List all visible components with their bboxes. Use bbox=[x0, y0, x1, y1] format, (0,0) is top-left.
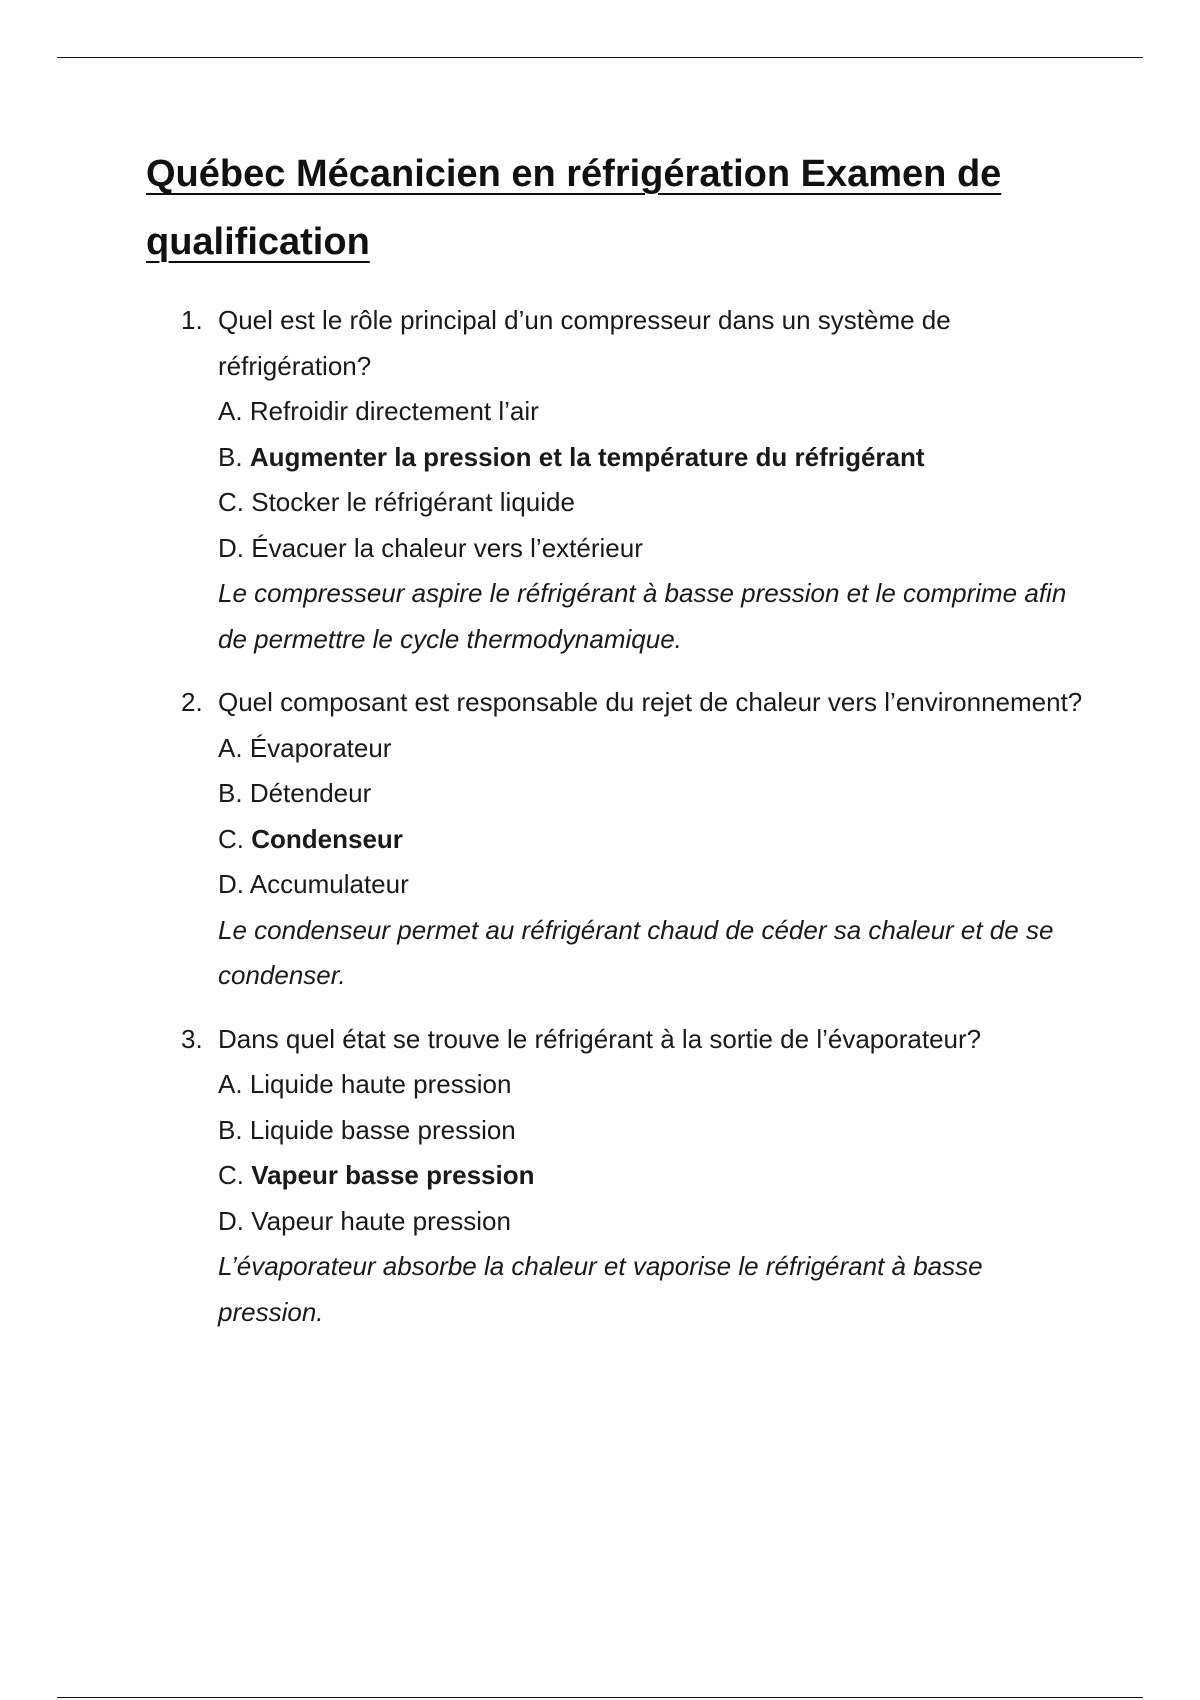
option-letter: D. bbox=[218, 532, 244, 563]
option-d bbox=[218, 526, 1090, 572]
option-c bbox=[218, 817, 1090, 863]
option-letter: D. bbox=[218, 1205, 244, 1236]
question-number: 3. bbox=[181, 1023, 203, 1054]
top-rule bbox=[57, 57, 1143, 58]
option-text: Liquide haute pression bbox=[249, 1069, 512, 1099]
explanation-text: Le compresseur aspire le réfrigérant à basse pression et le comprime afin de permettre le cycle thermodynamique. bbox=[218, 578, 1067, 654]
question-text: Dans quel état se trouve le réfrigérant à la sortie de l’évaporateur? bbox=[218, 1023, 982, 1054]
option-letter: C. bbox=[218, 823, 244, 854]
option-c bbox=[218, 1153, 1090, 1199]
bottom-rule bbox=[57, 1697, 1143, 1698]
option-letter: A. bbox=[218, 1069, 243, 1099]
option-a bbox=[218, 389, 1090, 435]
question-text: Quel composant est responsable du rejet de chaleur vers l’environnement? bbox=[218, 687, 1083, 717]
question-1 bbox=[0, 298, 1200, 662]
option-letter: D. bbox=[218, 869, 244, 899]
option-c bbox=[218, 480, 1090, 526]
question-2 bbox=[0, 680, 1200, 999]
question-number: 2. bbox=[181, 687, 203, 717]
option-letter: A. bbox=[218, 396, 243, 426]
option-a bbox=[218, 1062, 1090, 1108]
option-text: Liquide basse pression bbox=[249, 1114, 516, 1145]
option-d bbox=[218, 862, 1090, 908]
option-letter: C. bbox=[218, 487, 244, 517]
correct-answer-text: Vapeur basse pression bbox=[251, 1160, 535, 1190]
option-letter: B. bbox=[218, 441, 243, 472]
option-text: Accumulateur bbox=[249, 869, 409, 899]
correct-answer-text: Condenseur bbox=[251, 823, 403, 854]
option-b bbox=[218, 435, 1090, 481]
option-b bbox=[218, 771, 1090, 817]
page-title bbox=[146, 140, 1066, 276]
option-text: Vapeur haute pression bbox=[251, 1205, 511, 1236]
question-text: Quel est le rôle principal d’un compresseur dans un système de réfrigération? bbox=[218, 305, 951, 381]
option-text: Stocker le réfrigérant liquide bbox=[251, 487, 575, 517]
correct-answer-text: Augmenter la pression et la température du réfrigérant bbox=[249, 441, 925, 472]
question-list bbox=[0, 298, 1200, 1353]
option-letter: B. bbox=[218, 1114, 243, 1145]
question-3 bbox=[0, 1017, 1200, 1336]
option-letter: B. bbox=[218, 778, 243, 808]
page-title-text: Québec Mécanicien en réfrigération Examen de qualification bbox=[146, 153, 1002, 263]
option-text: Refroidir directement l’air bbox=[249, 396, 539, 426]
option-letter: C. bbox=[218, 1160, 244, 1190]
option-letter: A. bbox=[218, 732, 243, 763]
option-text: Détendeur bbox=[249, 778, 372, 808]
option-b bbox=[218, 1108, 1090, 1154]
option-text: Évaporateur bbox=[249, 732, 392, 763]
explanation-text: L’évaporateur absorbe la chaleur et vaporise le réfrigérant à basse pression. bbox=[218, 1251, 983, 1327]
option-a bbox=[218, 726, 1090, 772]
explanation-text: Le condenseur permet au réfrigérant chaud de céder sa chaleur et de se condenser. bbox=[218, 914, 1054, 990]
option-text: Évacuer la chaleur vers l’extérieur bbox=[251, 532, 643, 563]
question-number: 1. bbox=[181, 305, 203, 335]
option-d bbox=[218, 1199, 1090, 1245]
